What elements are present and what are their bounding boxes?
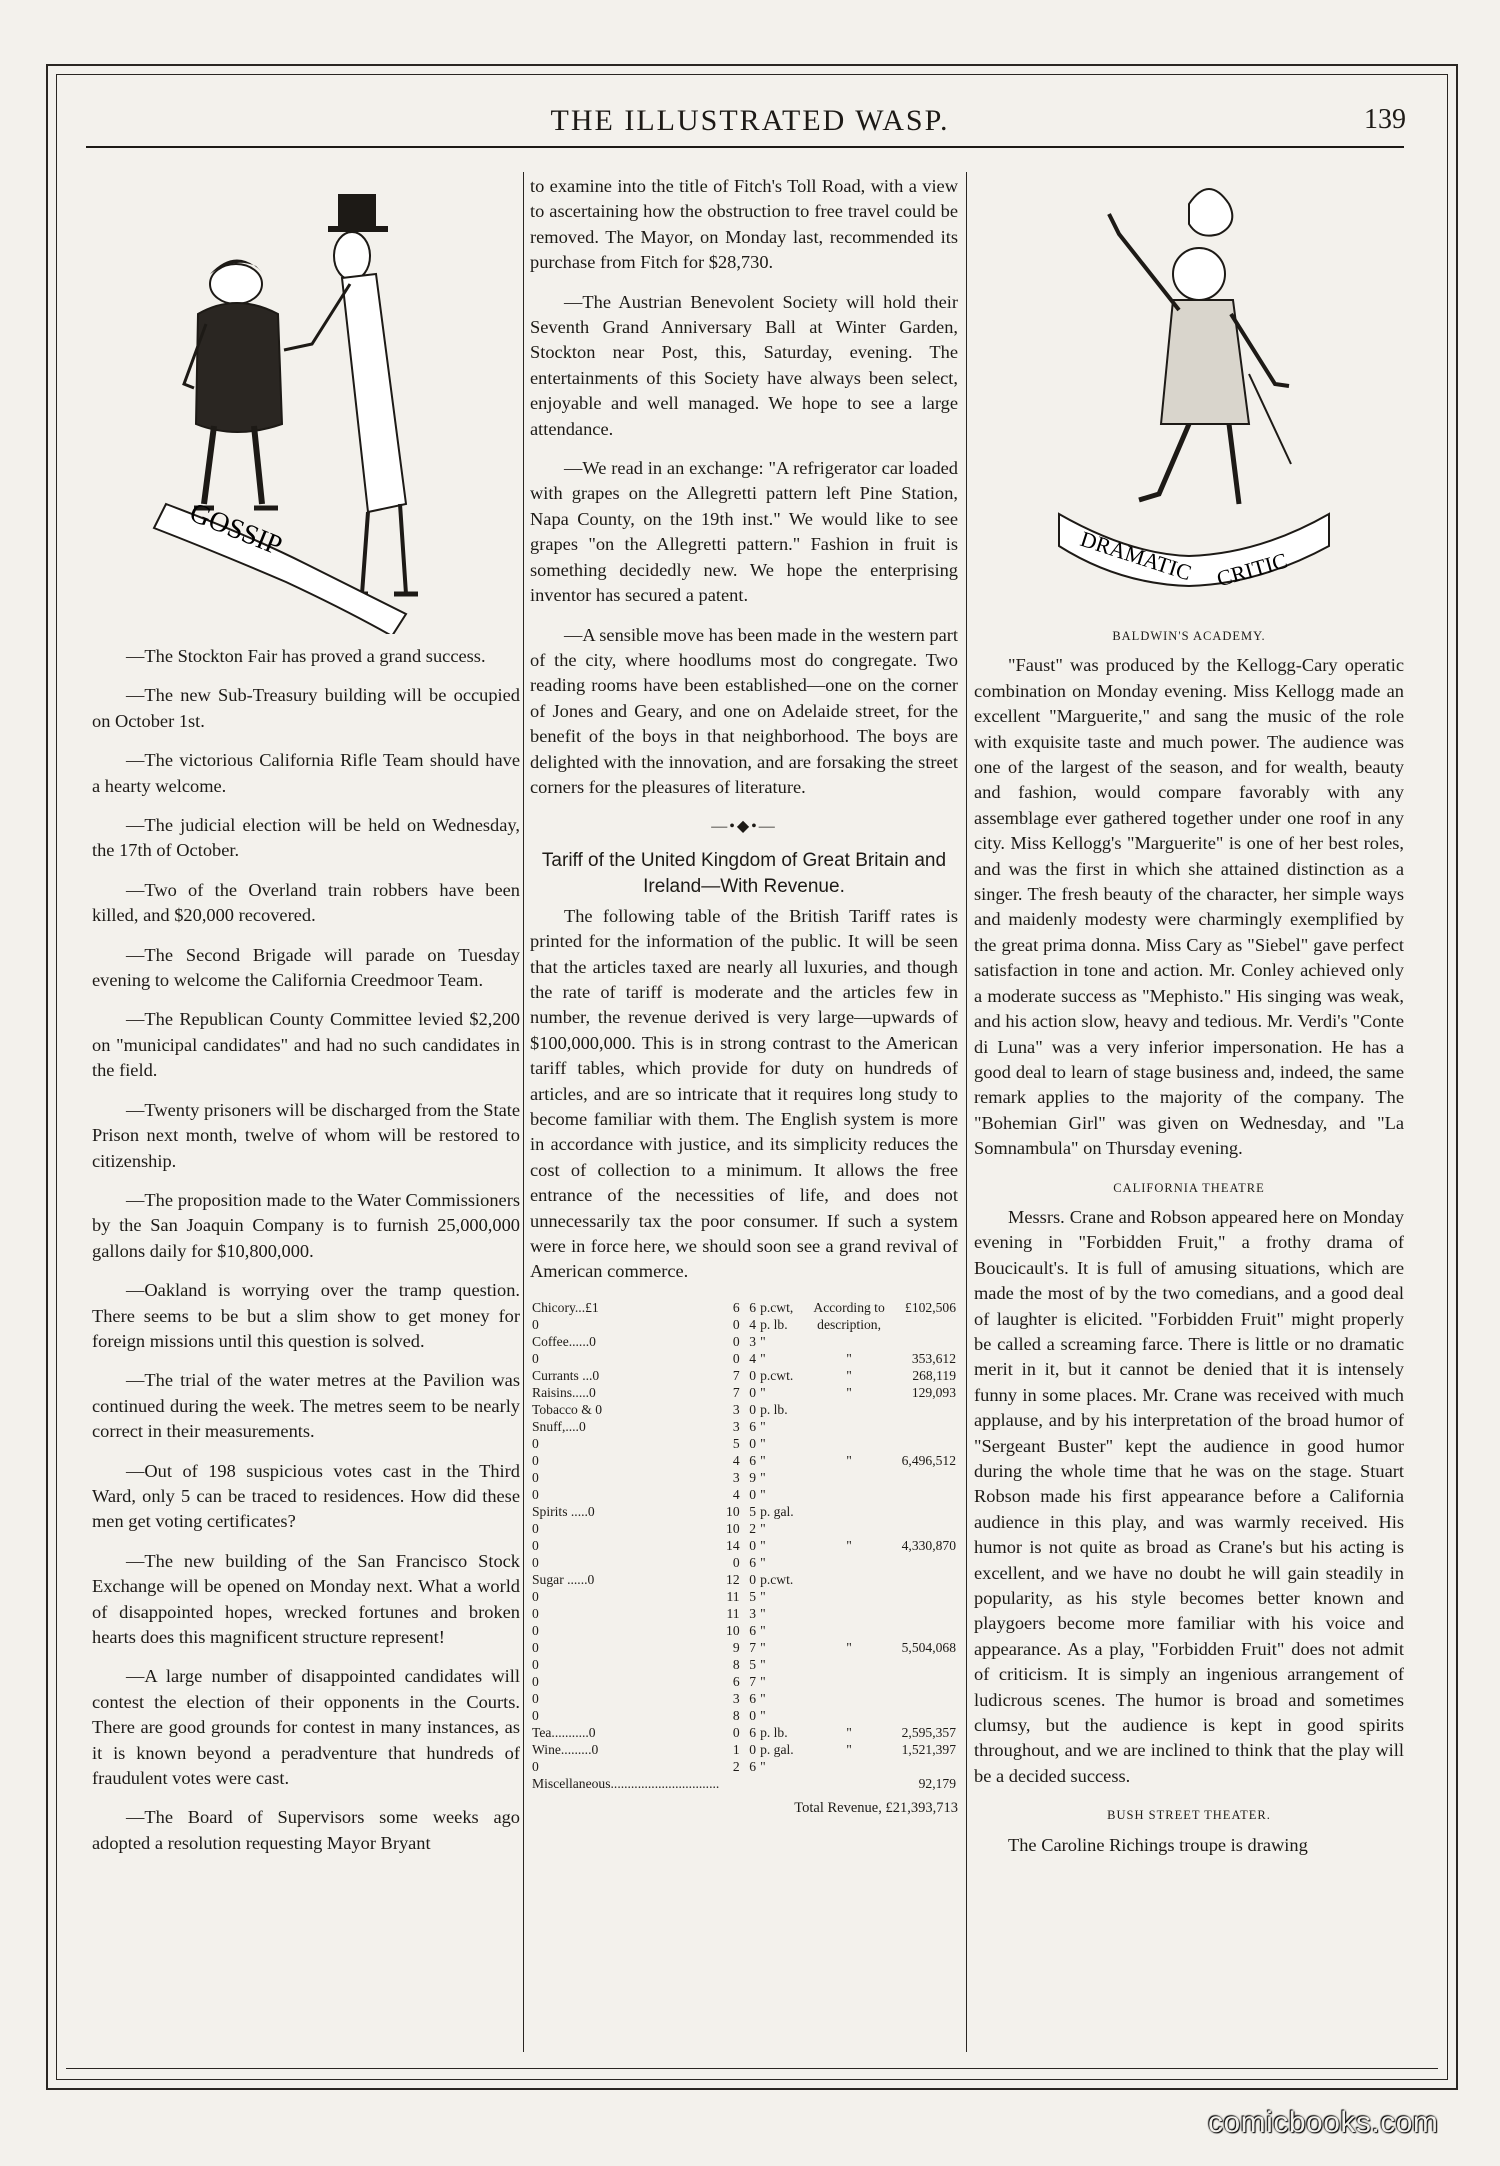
tariff-cell-unit [758,1775,807,1792]
tariff-cell-d: 3 [749,1333,757,1349]
tariff-cell-desc: " [846,1741,852,1757]
tariff-cell-s: 10 [726,1503,740,1519]
tariff-row [530,1350,958,1367]
tariff-cell-article: 0 [532,1690,539,1706]
tariff-cell-s: 9 [732,1639,740,1655]
tariff-cell-unit: " [760,1520,766,1536]
masthead-title: THE ILLUSTRATED WASP. [550,104,950,137]
tariff-row [530,1554,958,1571]
tariff-cell-desc: " [846,1724,852,1740]
tariff-cell-article: 0 [532,1588,539,1604]
tariff-cell-article: 0 [532,1486,539,1502]
tariff-cell-desc [807,1673,891,1690]
tariff-cell-rev: 5,504,068 [901,1639,956,1655]
tariff-cell-unit: " [760,1673,766,1689]
tariff-cell-desc: " [846,1350,852,1366]
tariff-cell-s: 8 [732,1656,740,1672]
tariff-cell-unit: p. lb. [760,1401,788,1417]
tariff-cell-d: 4 [749,1350,757,1366]
news-item: —The Republican County Committee levied $2,200 on "municipal candidates" and had no such candidates in the field. [92,1009,520,1081]
tariff-cell-d: 6 [749,1758,757,1774]
tariff-row [530,1656,958,1673]
news-item: —The judicial election will be held on Wednesday, the 17th of October. [92,815,520,861]
bottom-rule [66,2068,1438,2069]
news-item: —The Second Brigade will parade on Tuesday evening to welcome the California Creedmoor Team. [92,944,520,991]
critic-banner-text-2: CRITIC [1213,547,1291,592]
tariff-cell-article: 0 [532,1605,539,1621]
tariff-cell-d: 0 [749,1367,757,1383]
tariff-cell-s: 3 [732,1401,740,1417]
tariff-row [530,1503,958,1520]
tariff-cell-unit: " [760,1554,766,1570]
tariff-cell-article: Chicory...£1 [532,1299,599,1315]
tariff-row [530,1316,958,1333]
tariff-heading: Tariff of the United Kingdom of Great Britain and Ireland—With Revenue. [541,849,947,897]
tariff-cell-article: 0 [532,1639,539,1655]
tariff-cell-article: 0 [532,1656,539,1672]
tariff-cell-unit: " [760,1537,766,1553]
tariff-row [530,1486,958,1503]
tariff-cell-d: 3 [749,1605,757,1621]
tariff-cell-desc [807,1520,891,1537]
tariff-cell-s: 0 [732,1333,740,1349]
tariff-cell-d: 0 [749,1537,757,1553]
news-item: —The Board of Supervisors some weeks ago adopted a resolution requesting Mayor Bryant [92,1807,520,1853]
tariff-cell-unit: " [760,1384,766,1400]
tariff-cell-s: 8 [732,1707,740,1723]
tariff-cell-rev: 129,093 [911,1384,956,1400]
news-item: —The new building of the San Francisco Stock Exchange will be opened on Monday next. What a world of disappointed hopes, wrecked fortunes and broken hearts does this magnificent structure represent! [92,1550,520,1647]
tariff-row [530,1775,958,1792]
tariff-cell-rev [891,1316,958,1333]
news-item: —Out of 198 suspicious votes cast in the Third Ward, only 5 can be traced to residences. How did these men get voting certificates? [92,1460,520,1532]
tariff-cell-article: 0 [532,1554,539,1570]
tariff-cell-rev: 1,521,397 [901,1741,956,1757]
tariff-cell-s: 4 [732,1452,740,1468]
tariff-cell-article: Spirits .....0 [532,1503,595,1519]
tariff-cell-s: 3 [732,1418,740,1434]
header-rule [86,146,1404,148]
tariff-cell-desc [807,1554,891,1571]
tariff-cell-rev [891,1503,958,1520]
news-item: —Two of the Overland train robbers have been killed, and $20,000 recovered. [92,879,520,926]
tariff-cell-article: 0 [532,1316,539,1332]
tariff-cell-rev [891,1690,958,1707]
tariff-row [530,1588,958,1605]
tariff-cell-rev: 268,119 [912,1367,956,1383]
tariff-cell-d: 5 [749,1588,757,1604]
tariff-cell-article: 0 [532,1452,539,1468]
news-item: —The proposition made to the Water Commissioners by the San Joaquin Company is to furnish 25,000,000 gallons daily for $10,800,000. [92,1189,520,1261]
tariff-cell-unit: " [760,1639,766,1655]
tariff-cell-d: 6 [749,1452,757,1468]
tariff-cell-desc [807,1333,891,1350]
tariff-cell-s: 0 [732,1316,740,1332]
tariff-cell-unit: " [760,1707,766,1723]
tariff-cell-s: 10 [726,1520,740,1536]
tariff-cell-unit: " [760,1605,766,1621]
tariff-row [530,1571,958,1588]
tariff-cell-d: 5 [749,1503,757,1519]
tariff-cell-rev [891,1418,958,1435]
tariff-cell-unit: p.cwt. [760,1571,794,1587]
tariff-cell-s: 12 [726,1571,740,1587]
tariff-cell-d: 5 [749,1656,757,1672]
tariff-row [530,1469,958,1486]
news-item: —Twenty prisoners will be discharged from the State Prison next month, twelve of whom will be restored to citizenship. [92,1099,520,1171]
tariff-cell-desc [807,1401,891,1418]
tariff-cell-desc [807,1707,891,1724]
tariff-cell-d: 0 [749,1707,757,1723]
tariff-row [530,1452,958,1469]
tariff-cell-desc [807,1486,891,1503]
tariff-cell-rev [891,1571,958,1588]
tariff-cell-d: 6 [749,1690,757,1706]
tariff-cell-rev: 92,179 [918,1775,956,1791]
tariff-cell-d: 2 [749,1520,757,1536]
tariff-cell-article: Sugar ......0 [532,1571,595,1587]
tariff-cell-rev [891,1656,958,1673]
tariff-cell-d: 0 [749,1384,757,1400]
tariff-cell-article: Tobacco & 0 [532,1401,603,1417]
tariff-row [530,1724,958,1741]
tariff-cell-desc [807,1656,891,1673]
tariff-cell-rev [891,1333,958,1350]
tariff-cell-article: 0 [532,1520,539,1536]
tariff-cell-desc: " [846,1384,852,1400]
tariff-cell-unit: p. gal. [760,1741,794,1757]
tariff-cell-desc [807,1758,891,1775]
gossip-banner-text: GOSSIP [185,496,287,562]
tariff-row [530,1690,958,1707]
tariff-cell-desc [807,1469,891,1486]
tariff-cell-unit: " [760,1588,766,1604]
tariff-cell-s: 0 [732,1724,740,1740]
news-item: —The Stockton Fair has proved a grand success. [126,646,486,666]
tariff-cell-desc: description, [817,1316,881,1332]
tariff-cell-rev: 353,612 [911,1350,956,1366]
tariff-cell-rev [891,1435,958,1452]
tariff-cell-unit: p. gal. [760,1503,794,1519]
tariff-row [530,1639,958,1656]
tariff-cell-unit: " [760,1622,766,1638]
tariff-cell-unit: p.cwt, [760,1299,794,1315]
tariff-cell-desc [807,1588,891,1605]
tariff-cell-desc [807,1418,891,1435]
tariff-cell-unit: p. lb. [760,1724,788,1740]
tariff-cell-s [721,1775,741,1792]
tariff-cell-unit: " [760,1333,766,1349]
news-item: —The trial of the water metres at the Pavilion was continued during the week. The metres seem to be nearly correct in their measurements. [92,1370,520,1442]
tariff-row [530,1367,958,1384]
tariff-cell-d: 7 [749,1673,757,1689]
section-ornament: —•◆•— [711,818,777,836]
column-left [92,174,520,1870]
tariff-cell-unit: " [760,1758,766,1774]
tariff-cell-unit: " [760,1469,766,1485]
bush-heading: BUSH STREET THEATER. [1107,1808,1271,1823]
tariff-cell-desc: " [846,1367,852,1383]
tariff-cell-rev: 2,595,357 [901,1724,956,1740]
tariff-cell-rev: 4,330,870 [901,1537,956,1553]
tariff-cell-rev [891,1588,958,1605]
tariff-cell-s: 14 [726,1537,740,1553]
tariff-row [530,1520,958,1537]
tariff-cell-article: 0 [532,1469,539,1485]
tariff-cell-article: Raisins.....0 [532,1384,596,1400]
tariff-cell-rev [891,1486,958,1503]
tariff-cell-d: 0 [749,1486,757,1502]
tariff-cell-rev [891,1758,958,1775]
tariff-cell-unit: p.cwt. [760,1367,794,1383]
tariff-row [530,1384,958,1401]
tariff-cell-rev [891,1673,958,1690]
tariff-cell-unit: " [760,1486,766,1502]
tariff-cell-rev: 6,496,512 [901,1452,956,1468]
tariff-cell-rev [891,1401,958,1418]
tariff-cell-s: 11 [726,1588,740,1604]
tariff-cell-rev [891,1605,958,1622]
tariff-cell-d: 6 [749,1554,757,1570]
tariff-cell-d: 0 [749,1571,757,1587]
tariff-row [530,1758,958,1775]
news-item: —Oakland is worrying over the tramp question. There seems to be but a slim show to get money for foreign missions until this question is solved. [92,1280,520,1351]
tariff-row [530,1401,958,1418]
tariff-cell-d [742,1775,758,1792]
tariff-cell-s: 6 [732,1673,740,1689]
column-divider-1 [523,172,524,2052]
tariff-row [530,1418,958,1435]
tariff-row [530,1673,958,1690]
tariff-cell-desc: " [846,1452,852,1468]
news-briefs-left [92,644,520,1856]
california-heading: CALIFORNIA THEATRE [1113,1180,1265,1195]
tariff-cell-s: 10 [726,1622,740,1638]
california-review: Messrs. Crane and Robson appeared here on Monday evening in "Forbidden Fruit," a frothy drama of Boucicault's. It is full of amusing situations, which are made the most of by the two comedians, and a good deal of laughter is elicited. "Forbidden Fruit" might properly be called a screaming farce. There is little or no dramatic merit in it, but it cannot be denied that it is intensely funny in some places. Mr. Crane was received with much applause, and by his interpretation of the broad humor of "Sergeant Buster" kept the audience in good humor during the whole time that he was on the stage. Stuart Robson made his first appearance before a California audience in this play, and was warmly received. His humor is not quite as broad as Crane's but his acting is excellent, and we have no doubt he will gain steadily in popularity, as his style becomes better known and playgoers become more familiar with his voice and appearance. As a play, "Forbidden Fruit" does not admit of criticism. It is simply an ingenious arrangement of ludicrous scenes. The humor is broad and sometimes clumsy, but the audience is kept in good spirits throughout, and we are inclined to think that the play will be a decided success. [974,1206,1404,1786]
tariff-cell-unit: " [760,1435,766,1451]
tariff-cell-article: 0 [532,1622,539,1638]
tariff-row [530,1333,958,1350]
tariff-cell-article: Tea...........0 [532,1724,596,1740]
tariff-cell-s: 3 [732,1469,740,1485]
column-divider-2 [966,172,967,2052]
tariff-cell-desc [807,1435,891,1452]
tariff-cell-rev [891,1469,958,1486]
news-briefs-middle [530,290,958,801]
tariff-cell-rev [891,1707,958,1724]
tariff-cell-s: 6 [732,1299,740,1315]
news-item: —The victorious California Rifle Team should have a hearty welcome. [92,750,520,796]
tariff-cell-unit: p. lb. [760,1316,788,1332]
tariff-cell-d: 6 [749,1299,757,1315]
tariff-cell-d: 6 [749,1418,757,1434]
tariff-cell-rev: £102,506 [905,1299,956,1315]
tariff-intro: The following table of the British Tariff rates is printed for the information of the public. It will be seen that the articles taxed are nearly all luxuries, and though the rate of tariff is moderate and the articles few in number, the revenue derived is very large—upwards of $100,000,000. This is in strong contrast to the American tariff tables, which provide for duty on hundreds of articles, and are so intricate that it requires long study to become familiar with them. The English system is more in accordance with justice, and its simplicity reduces the cost of collection to a minimum. It allows the free entrance of the necessities of life, and does not unnecessarily tax the poor consumer. If such a system were in force here, we should soon see a grand revival of American commerce. [530,905,958,1282]
tariff-cell-desc: According to [813,1299,885,1315]
tariff-cell-unit: " [760,1452,766,1468]
tariff-cell-article: Miscellaneous................................ [532,1775,720,1791]
column-right [974,174,1404,1872]
tariff-cell-article: 0 [532,1707,539,1723]
tariff-cell-s: 0 [732,1350,740,1366]
tariff-cell-desc: " [846,1639,852,1655]
tariff-cell-desc: " [846,1537,852,1553]
baldwin-review: "Faust" was produced by the Kellogg-Cary operatic combination on Monday evening. Miss Kellogg made an excellent "Marguerite," and sang the music of the role with exquisite taste and much power. The audience was one of the largest of the season, and for wealth, beauty and fashion, would compare favorably with any assemblage ever gathered together under one roof in any city. Miss Kellogg's "Marguerite" is one of her best roles, and was the first in which she attained distinction as a singer. The fresh beauty of the character, her simple ways and maidenly modesty were charmingly exemplified by the great prima donna. Miss Cary as "Siebel" gave perfect satisfaction in tone and action. Mr. Conley achieved only a moderate success as "Mephisto." His singing was weak, and his action slow, heavy and tedious. Mr. Verdi's "Conte di Luna" was a very inferior impersonation. He has a good deal to learn of stage business and, indeed, the same remark applies to the majority of the company. The "Bohemian Girl" was given on Wednesday, and "La Somnambula" on Thursday evening. [974,655,1404,1159]
tariff-cell-article: Wine.........0 [532,1741,599,1757]
tariff-cell-desc [807,1503,891,1520]
tariff-cell-article: 0 [532,1350,539,1366]
dramatic-critic-illustration [1039,174,1339,614]
tariff-cell-d: 9 [749,1469,757,1485]
tariff-cell-article: Snuff,....0 [532,1418,586,1434]
tariff-cell-d: 0 [749,1401,757,1417]
tariff-row [530,1605,958,1622]
tariff-cell-s: 7 [732,1367,740,1383]
tariff-row [530,1622,958,1639]
tariff-cell-desc [807,1571,891,1588]
tariff-cell-d: 0 [749,1741,757,1757]
tariff-cell-desc [807,1605,891,1622]
tariff-cell-s: 4 [732,1486,740,1502]
tariff-cell-s: 5 [732,1435,740,1451]
continued-paragraph: to examine into the title of Fitch's Toll Road, with a view to ascertaining how the obstruction to free travel could be removed. The Mayor, on Monday last, recommended its purchase from Fitch for $28,730. [530,176,958,273]
tariff-cell-d: 0 [749,1435,757,1451]
tariff-cell-unit: " [760,1690,766,1706]
tariff-row [530,1741,958,1758]
tariff-cell-rev [891,1520,958,1537]
news-item: —We read in an exchange: "A refrigerator car loaded with grapes on the Allegretti pattern left Pine Station, Napa County, on the 19th inst." We would like to see grapes "on the Allegretti pattern." Fashion in fruit is something decidedly new. We hope the enterprising inventor has secured a patent. [530,458,958,606]
tariff-row [530,1537,958,1554]
column-middle [530,174,958,1821]
tariff-cell-desc [807,1690,891,1707]
tariff-row [530,1435,958,1452]
tariff-cell-s: 7 [732,1384,740,1400]
tariff-cell-d: 6 [749,1724,757,1740]
news-item: —A sensible move has been made in the western part of the city, where hoodlums most do congregate. Two reading rooms have been established—one on the corner of Jones and Geary, and one on Adelaide street, for the benefit of the boys in that neighborhood. The boys are delighted with the innovation, and are forsaking the street corners for the pleasures of literature. [530,624,958,797]
tariff-cell-d: 4 [749,1316,757,1332]
tariff-cell-desc [807,1622,891,1639]
gossip-illustration [106,174,506,634]
tariff-cell-article: Coffee......0 [532,1333,596,1349]
page-number: 139 [1364,104,1406,135]
tariff-cell-unit: " [760,1418,766,1434]
tariff-cell-article: 0 [532,1758,539,1774]
tariff-cell-s: 11 [726,1605,740,1621]
news-item: —The Austrian Benevolent Society will hold their Seventh Grand Anniversary Ball at Winter Garden, Stockton near Post, this, Saturday, evening. The entertainments of this Society have always been select, enjoyable and well managed. We hope to see a large attendance. [530,291,958,439]
tariff-table [530,1299,958,1792]
tariff-cell-rev [891,1554,958,1571]
tariff-cell-s: 3 [732,1690,740,1706]
tariff-cell-d: 6 [749,1622,757,1638]
tariff-row [530,1299,958,1316]
news-item: —The new Sub-Treasury building will be occupied on October 1st. [92,685,520,731]
tariff-cell-article: 0 [532,1673,539,1689]
critic-banner-text-1: DRAMATIC [1077,526,1195,586]
tariff-cell-d: 7 [749,1639,757,1655]
tariff-cell-s: 2 [732,1758,740,1774]
baldwin-heading: BALDWIN'S ACADEMY. [1112,629,1266,643]
tariff-row [530,1707,958,1724]
watermark: comicbooks.com [1208,2106,1439,2139]
tariff-cell-unit: " [760,1656,766,1672]
tariff-cell-s: 1 [732,1741,740,1757]
tariff-cell-article: 0 [532,1435,539,1451]
tariff-cell-unit: " [760,1350,766,1366]
total-revenue: Total Revenue, £21,393,713 [794,1799,958,1816]
tariff-cell-article: 0 [532,1537,539,1553]
tariff-cell-desc [807,1775,891,1792]
tariff-cell-s: 0 [732,1554,740,1570]
bush-review: The Caroline Richings troupe is drawing [1008,1834,1308,1855]
tariff-cell-rev [891,1622,958,1639]
news-item: —A large number of disappointed candidates will contest the election of their opponents in the Courts. There are good grounds for contest in many instances, as it is known beyond a peradventure that hundreds of fraudulent votes were cast. [92,1666,520,1789]
tariff-cell-article: Currants ...0 [532,1367,600,1383]
